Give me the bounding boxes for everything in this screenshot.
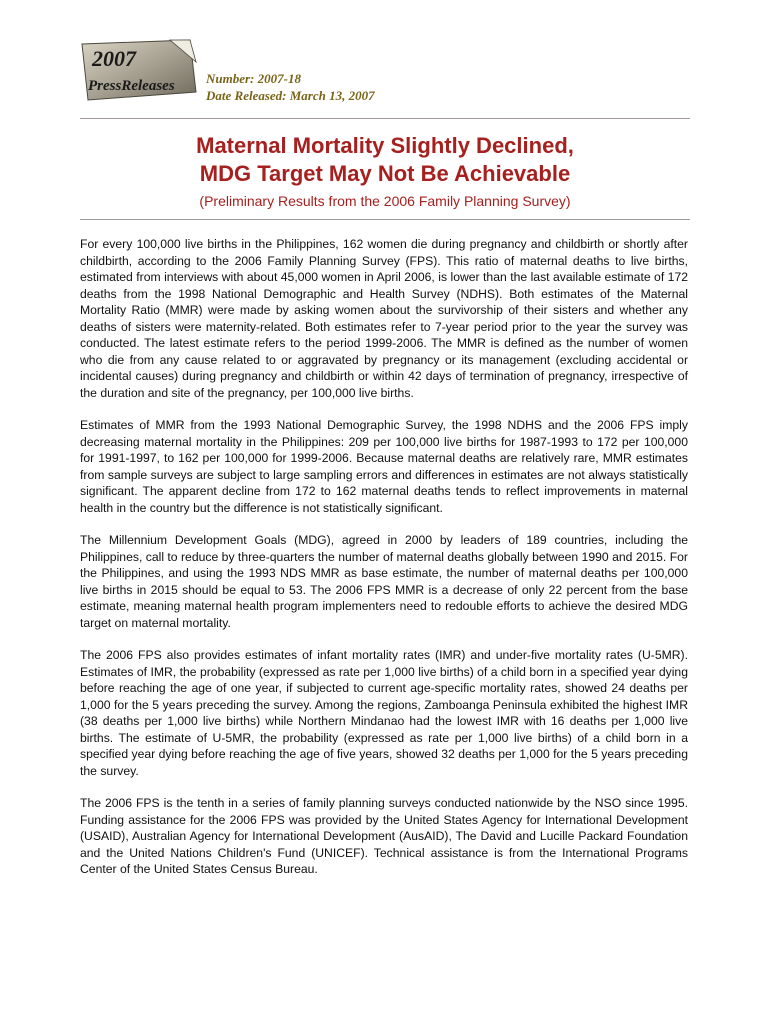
header-divider [80,118,690,119]
headline-line-1: Maternal Mortality Slightly Declined, [196,133,574,158]
logo-year: 2007 [92,46,136,71]
logo-graphic [78,38,200,104]
paragraph-2: Estimates of MMR from the 1993 National Demographic Survey, the 1998 NDHS and the 2006 FPS imply decreasing maternal mortality in the Philippines: 209 per 100,000 live births for 1987-1993 to 172 per 100,000 for 1991-1997, to 162 per 100,000 for 1999-2006. Because maternal deaths are relatively rare, MMR estimates from sample surveys are subject to large sampling errors and differences in estimates are not always statistically significant. The apparent decline from 172 to 162 maternal deaths tends to reflect improvements in maternal health in the country but the difference is not statistically significant. [80,418,688,515]
logo-label: PressReleases [88,78,175,94]
paragraph-3: The Millennium Development Goals (MDG), agreed in 2000 by leaders of 189 countries, including the Philippines, call to reduce by three-quarters the number of maternal deaths globally between 1990 and 2015. For the Philippines, and using the 1993 NDS MMR as base estimate, the number of maternal deaths per 100,000 live births in 2015 should be equal to 53. The 2006 FPS MMR is a decrease of only 22 percent from the base estimate, meaning maternal health program implementers need to redouble efforts to achieve the desired MDG target on maternal mortality. [80,533,688,630]
headline-line-2: MDG Target May Not Be Achievable [199,161,571,186]
article-body [80,236,688,894]
paragraph-4: The 2006 FPS also provides estimates of infant mortality rates (IMR) and under-five mortality rates (U-5MR). Estimates of IMR, the probability (expressed as rate per 1,000 live births) of a child born in a specified year dying before reaching the age of one year, if subjected to current age-specific mortality rates, showed 24 deaths per 1,000 for the 5 years preceding the survey. Among the regions, Zamboanga Peninsula exhibited the highest IMR (38 deaths per 1,000 live births) while Northern Mindanao had the lowest IMR with 16 deaths per 1,000 live births. The estimate of U-5MR, the probability (expressed as rate per 1,000 live births) of a child born in a specified year dying before reaching the age of five years, showed 32 deaths per 1,000 for the 5 years preceding the survey. [80,648,688,778]
subheadline: (Preliminary Results from the 2006 Family Planning Survey) [199,193,571,209]
release-number: Number: 2007-18 [206,71,301,86]
headline [80,132,690,188]
release-meta [206,70,375,104]
paragraph-5: The 2006 FPS is the tenth in a series of family planning surveys conducted nationwide by the NSO since 1995. Funding assistance for the 2006 FPS was provided by the United States Agency for International Development (USAID), Australian Agency for International Development (AusAID), The David and Lucille Packard Foundation and the United Nations Children's Fund (UNICEF). Technical assistance is from the International Programs Center of the United States Census Bureau. [80,796,688,876]
paragraph-1: For every 100,000 live births in the Philippines, 162 women die during pregnancy and childbirth or shortly after childbirth, according to the 2006 Family Planning Survey (FPS). This ratio of maternal deaths to live births, estimated from interviews with about 45,000 women in April 2006, is lower than the last available estimate of 172 deaths from the 1998 National Demographic and Health Survey (NDHS). Both estimates of the Maternal Mortality Ratio (MMR) were made by asking women about the survivorship of their sisters and whether any deaths of sisters were maternity-related. Both estimates refer to 7-year period prior to the year the survey was conducted. The latest estimate refers to the period 1999-2006. The MMR is defined as the number of women who die from any cause related to or aggravated by pregnancy or its management (excluding accidental or incidental causes) during pregnancy and childbirth or within 42 days of termination of pregnancy, irrespective of the duration and site of the pregnancy, per 100,000 live births. [80,237,688,400]
release-date: Date Released: March 13, 2007 [206,88,375,103]
press-releases-logo [78,38,200,104]
title-divider [80,219,690,220]
